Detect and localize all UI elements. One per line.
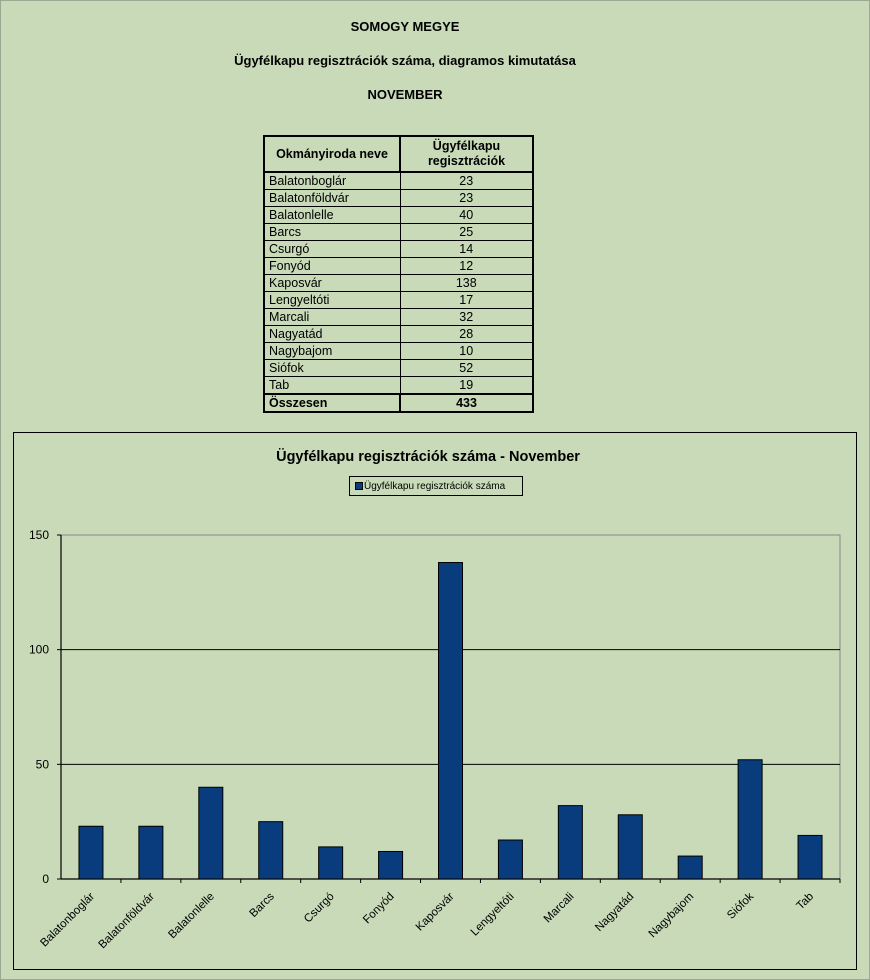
office-name-cell: Nagyatád (264, 326, 400, 343)
office-name-cell: Barcs (264, 224, 400, 241)
x-category-label: Barcs (247, 890, 277, 920)
office-name-cell: Nagybajom (264, 343, 400, 360)
registrations-cell: 25 (400, 224, 533, 241)
y-tick-label: 0 (42, 872, 49, 886)
x-category-label: Siófok (725, 890, 757, 922)
registrations-cell: 10 (400, 343, 533, 360)
y-tick-label: 100 (28, 642, 49, 657)
registrations-cell: 17 (400, 292, 533, 309)
x-category-label: Kaposvár (413, 890, 457, 934)
x-category-label: Nagyatád (593, 890, 637, 934)
office-name-cell: Lengyeltóti (264, 292, 400, 309)
report-subtitle: Ügyfélkapu regisztrációk száma, diagramos kimutatása (234, 53, 576, 68)
total-label: Összesen (264, 394, 400, 412)
total-value: 433 (400, 394, 533, 412)
y-tick-label: 50 (35, 757, 49, 772)
registrations-cell: 23 (400, 172, 533, 190)
bar (199, 787, 223, 879)
bar (439, 563, 463, 879)
x-category-label: Tab (794, 890, 817, 913)
bar (319, 847, 343, 879)
office-name-cell: Balatonlelle (264, 207, 400, 224)
x-category-label: Balatonlelle (166, 890, 217, 942)
bar (139, 826, 163, 879)
bar (558, 806, 582, 879)
office-name-cell: Tab (264, 377, 400, 395)
bar (678, 856, 702, 879)
x-category-label: Balatonboglár (38, 890, 98, 950)
x-category-label: Csurgó (302, 890, 337, 926)
registrations-cell: 40 (400, 207, 533, 224)
bar (498, 840, 522, 879)
bar (379, 851, 403, 879)
month-heading: NOVEMBER (367, 87, 443, 102)
legend-label: Ügyfélkapu regisztrációk száma (364, 481, 506, 492)
bar (79, 826, 103, 879)
chart-title: Ügyfélkapu regisztrációk száma - November (276, 449, 580, 465)
office-name-cell: Marcali (264, 309, 400, 326)
registrations-cell: 19 (400, 377, 533, 395)
col-registrations-header-line2: regisztrációk (427, 154, 506, 168)
registrations-cell: 138 (400, 275, 533, 292)
x-category-label: Fonyód (361, 890, 397, 927)
registrations-cell: 32 (400, 309, 533, 326)
office-name-cell: Csurgó (264, 241, 400, 258)
registrations-cell: 12 (400, 258, 533, 275)
bar (618, 815, 642, 879)
bar (738, 760, 762, 879)
county-heading: SOMOGY MEGYE (350, 19, 460, 34)
registrations-cell: 23 (400, 190, 533, 207)
bar (259, 822, 283, 879)
registrations-cell: 28 (400, 326, 533, 343)
col-registrations-header-line1: Ügyfélkapu (432, 139, 501, 153)
x-category-label: Nagybajom (646, 890, 697, 941)
office-name-cell: Balatonföldvár (264, 190, 400, 207)
office-name-cell: Siófok (264, 360, 400, 377)
x-category-label: Balatonföldvár (96, 890, 158, 952)
bar (798, 835, 822, 879)
office-name-cell: Fonyód (264, 258, 400, 275)
office-name-cell: Kaposvár (264, 275, 400, 292)
y-tick-label: 150 (28, 528, 49, 542)
registrations-cell: 14 (400, 241, 533, 258)
col-office-name-header: Okmányiroda neve (264, 136, 400, 172)
x-category-label: Lengyeltóti (468, 890, 517, 939)
office-name-cell: Balatonboglár (264, 172, 400, 190)
registrations-cell: 52 (400, 360, 533, 377)
x-category-label: Marcali (541, 890, 577, 926)
